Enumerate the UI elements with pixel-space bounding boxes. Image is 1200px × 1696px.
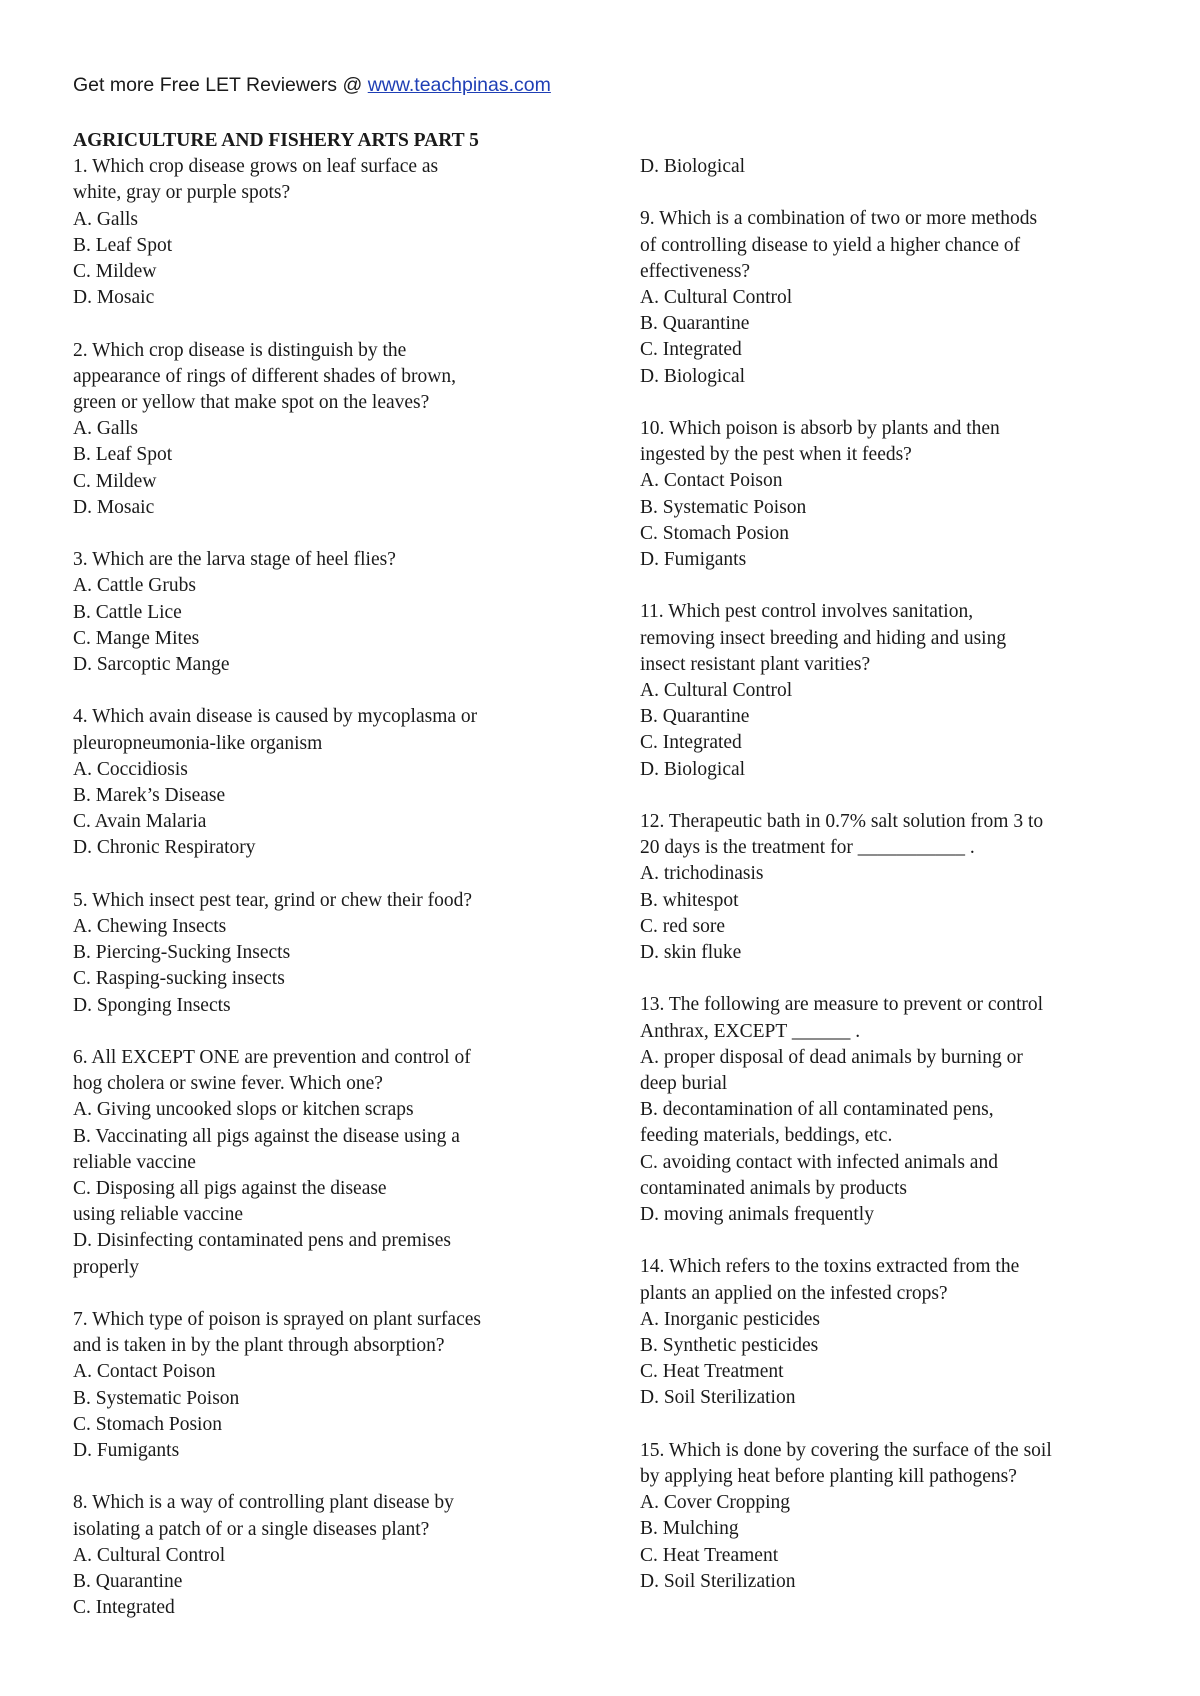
answer-option: D. Biological (640, 156, 746, 177)
answer-option: C. Mildew (73, 470, 157, 492)
question-text: by applying heat before planting kill pathogens? (640, 1466, 1017, 1488)
answer-option: A. Galls (73, 418, 138, 440)
answer-option: B. Leaf Spot (73, 444, 173, 466)
question-text: plants an applied on the infested crops? (640, 1282, 948, 1304)
answer-option: A. Giving uncooked slops or kitchen scraps (73, 1099, 414, 1121)
answer-option: A. Cultural Control (640, 680, 793, 702)
answer-option: A. Inorganic pesticides (640, 1308, 820, 1330)
answer-option: D. Biological (640, 365, 746, 387)
answer-option: B. Quarantine (640, 706, 750, 728)
header-text: Get more Free LET Reviewers @ (73, 74, 368, 96)
blank-line (640, 390, 1145, 416)
answer-option: B. Systematic Poison (73, 1387, 240, 1409)
answer-option: C. Avain Malaria (73, 811, 207, 833)
document-title: AGRICULTURE AND FISHERY ARTS PART 5 (73, 130, 479, 151)
question-text: 13. The following are measure to prevent or control (640, 994, 1044, 1016)
answer-option: A. Cultural Control (73, 1544, 226, 1566)
question-text: reliable vaccine (73, 1151, 196, 1173)
answer-option: D. moving animals frequently (640, 1204, 874, 1226)
answer-option: D. Disinfecting contaminated pens and premises (73, 1230, 451, 1252)
answer-option: C. Mange Mites (73, 627, 200, 649)
blank-line (73, 521, 578, 547)
question-text: 20 days is the treatment for ___________ . (640, 837, 975, 859)
blank-line (73, 678, 578, 704)
answer-option: A. Contact Poison (640, 470, 783, 492)
question-text: 9. Which is a combination of two or more methods (640, 208, 1038, 230)
question-text: 11. Which pest control involves sanitation, (640, 601, 974, 623)
answer-option: B. Mulching (640, 1518, 739, 1540)
answer-option: D. Soil Sterilization (640, 1387, 796, 1409)
question-text: using reliable vaccine (73, 1204, 244, 1226)
answer-option: A. Cattle Grubs (73, 575, 196, 597)
question-text: ingested by the pest when it feeds? (640, 444, 912, 466)
answer-option: D. Sponging Insects (73, 994, 231, 1016)
answer-option: D. Sarcoptic Mange (73, 654, 230, 676)
right-column (640, 154, 1145, 1595)
question-text: deep burial (640, 1073, 728, 1095)
left-column (73, 128, 578, 1621)
blank-line (73, 1019, 578, 1045)
blank-line (640, 1228, 1145, 1254)
question-text: hog cholera or swine fever. Which one? (73, 1073, 383, 1095)
answer-option: D. Chronic Respiratory (73, 837, 256, 859)
answer-option: B. Piercing-Sucking Insects (73, 942, 291, 964)
answer-option: C. Disposing all pigs against the disease (73, 1178, 387, 1200)
question-text: white, gray or purple spots? (73, 182, 291, 204)
answer-option: B. Leaf Spot (73, 234, 173, 256)
answer-option: A. Cultural Control (640, 287, 793, 308)
answer-option: C. Integrated (640, 339, 742, 361)
answer-option: C. Mildew (73, 261, 157, 283)
answer-option: C. Stomach Posion (73, 1413, 222, 1435)
answer-option: D. Soil Sterilization (640, 1570, 796, 1592)
answer-option: A. Chewing Insects (73, 916, 227, 938)
blank-line (73, 1281, 578, 1307)
question-text: 10. Which poison is absorb by plants and then (640, 418, 1000, 439)
question-text: 2. Which crop disease is distinguish by the (73, 339, 407, 361)
blank-line (640, 573, 1145, 599)
answer-option: B. Vaccinating all pigs against the disease using a (73, 1125, 460, 1147)
question-text: pleuropneumonia-like organism (73, 732, 323, 754)
question-text: green or yellow that make spot on the leaves? (73, 392, 430, 414)
blank-line (640, 1412, 1145, 1438)
answer-option: A. proper disposal of dead animals by burning or (640, 1046, 1023, 1068)
question-text: feeding materials, beddings, etc. (640, 1125, 893, 1147)
question-text: Anthrax, EXCEPT ______ . (640, 1020, 861, 1042)
answer-option: A. Coccidiosis (73, 758, 188, 780)
answer-option: D. skin fluke (640, 942, 742, 964)
answer-option: B. whitespot (640, 889, 739, 911)
question-text: effectiveness? (640, 260, 751, 282)
answer-option: C. Heat Treatment (640, 1361, 784, 1383)
question-text: insect resistant plant varities? (640, 653, 871, 675)
answer-option: C. Integrated (73, 1597, 175, 1619)
question-text: 5. Which insect pest tear, grind or chew their food? (73, 889, 473, 911)
answer-option: A. Galls (73, 208, 138, 230)
question-text: properly (73, 1256, 140, 1278)
answer-option: A. Contact Poison (73, 1361, 216, 1383)
question-text: removing insect breeding and hiding and using (640, 627, 1007, 649)
question-text: 12. Therapeutic bath in 0.7% salt solution from 3 to (640, 811, 1044, 833)
answer-option: C. Stomach Posion (640, 522, 789, 544)
answer-option: D. Mosaic (73, 287, 155, 309)
answer-option: B. Synthetic pesticides (640, 1335, 819, 1357)
blank-line (640, 783, 1145, 809)
answer-option: B. Marek’s Disease (73, 785, 226, 807)
question-text: and is taken in by the plant through absorption? (73, 1335, 445, 1357)
page-header (73, 74, 551, 97)
question-text: 15. Which is done by covering the surface of the soil (640, 1439, 1052, 1461)
teachpinas-link[interactable]: www.teachpinas.com (367, 74, 551, 96)
answer-option: D. Biological (640, 758, 746, 780)
blank-line (73, 311, 578, 337)
question-text: isolating a patch of or a single diseases plant? (73, 1518, 430, 1540)
answer-option: C. Heat Treament (640, 1544, 779, 1566)
blank-line (640, 966, 1145, 992)
answer-option: D. Mosaic (73, 496, 155, 518)
answer-option: C. Integrated (640, 732, 742, 754)
answer-option: B. Quarantine (640, 313, 750, 335)
answer-option: C. avoiding contact with infected animals and (640, 1151, 998, 1173)
question-text: 8. Which is a way of controlling plant disease by (73, 1492, 454, 1514)
answer-option: A. trichodinasis (640, 863, 764, 885)
answer-option: B. Quarantine (73, 1571, 183, 1593)
blank-line (73, 1464, 578, 1490)
question-text: 1. Which crop disease grows on leaf surface as (73, 156, 439, 178)
answer-option: D. Fumigants (73, 1440, 180, 1462)
blank-line (73, 862, 578, 888)
blank-line (640, 180, 1145, 206)
question-text: appearance of rings of different shades of brown, (73, 365, 456, 387)
answer-option: B. Cattle Lice (73, 601, 182, 623)
question-text: 4. Which avain disease is caused by mycoplasma or (73, 706, 478, 728)
question-text: 7. Which type of poison is sprayed on plant surfaces (73, 1309, 481, 1331)
question-text: 3. Which are the larva stage of heel flies? (73, 549, 396, 571)
answer-option: B. decontamination of all contaminated pens, (640, 1099, 994, 1121)
answer-option: A. Cover Cropping (640, 1492, 791, 1514)
answer-option: B. Systematic Poison (640, 496, 807, 518)
answer-option: D. Fumigants (640, 549, 747, 571)
answer-option: C. Rasping-sucking insects (73, 968, 285, 990)
question-text: contaminated animals by products (640, 1177, 907, 1199)
question-text: of controlling disease to yield a higher chance of (640, 234, 1021, 256)
question-text: 6. All EXCEPT ONE are prevention and control of (73, 1047, 471, 1069)
question-text: 14. Which refers to the toxins extracted from the (640, 1256, 1020, 1278)
answer-option: C. red sore (640, 915, 726, 937)
